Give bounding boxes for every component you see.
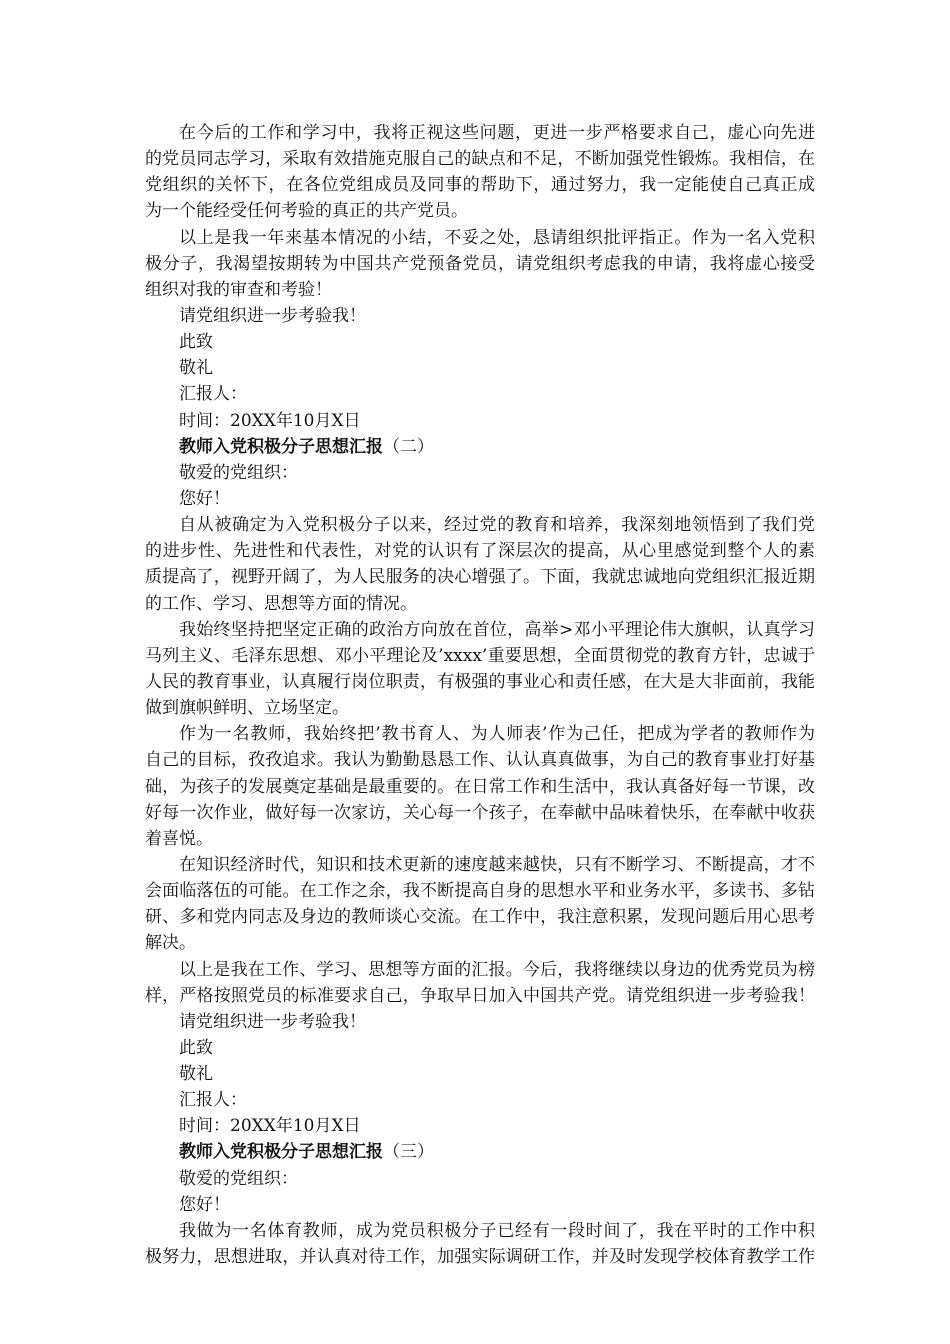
text-line: 自己的目标，孜孜追求。我认为勤勤恳恳工作、认认真真做事，为自己的教育事业打好基 — [145, 750, 815, 771]
text-line: 时间：20XX年10月X日 — [179, 1116, 361, 1137]
text-line: 请党组织进一步考验我！ — [179, 1011, 366, 1032]
text-line: 时间：20XX年10月X日 — [179, 410, 361, 431]
text-line: 汇报人： — [179, 1090, 247, 1111]
document-body — [145, 120, 815, 1270]
text-line: 敬爱的党组织： — [179, 1168, 298, 1189]
text-line: 请党组织进一步考验我！ — [179, 305, 366, 326]
text-line: 我做为一名体育教师，成为党员积极分子已经有一段时间了，我在平时的工作中积 — [179, 1220, 815, 1241]
text-line: 以上是我一年来基本情况的小结，不妥之处，恳请组织批评指正。作为一名入党积 — [179, 227, 815, 248]
section-heading-title: 教师入党积极分子思想汇报 — [179, 1142, 383, 1163]
text-line: 着喜悦。 — [145, 828, 213, 849]
text-line: 做到旗帜鲜明、立场坚定。 — [145, 698, 349, 719]
text-line: 您好！ — [179, 488, 230, 509]
text-line: 马列主义、毛泽东思想、邓小平理论及’xxxx’重要思想，全面贯彻党的教育方针，忠诚于 — [145, 645, 815, 666]
section-heading-number: （三） — [383, 1142, 434, 1163]
text-line: 础，为孩子的发展奠定基础是最重要的。在日常工作和生活中，我认真备好每一节课，改 — [145, 776, 815, 797]
text-line: 研、多和党内同志及身边的教师谈心交流。在工作中，我注意积累，发现问题后用心思考 — [145, 907, 815, 928]
text-line: 组织对我的审查和考验！ — [145, 279, 332, 300]
text-line: 会面临落伍的可能。在工作之余，我不断提高自身的思想水平和业务水平，多读书、多钻 — [145, 881, 815, 902]
text-line: 我始终坚持把坚定正确的政治方向放在首位，高举>邓小平理论伟大旗帜，认真学习 — [179, 619, 815, 640]
section-heading — [145, 434, 815, 460]
text-line: 自从被确定为入党积极分子以来，经过党的教育和培养，我深刻地领悟到了我们党 — [179, 515, 815, 536]
text-line: 党组织的关怀下，在各位党组成员及同事的帮助下，通过努力，我一定能使自己真正成 — [145, 175, 815, 196]
text-line: 解决。 — [145, 933, 196, 954]
text-line: 以上是我在工作、学习、思想等方面的汇报。今后，我将继续以身边的优秀党员为榜 — [179, 959, 815, 980]
text-line: 质提高了，视野开阔了，为人民服务的决心增强了。下面，我就忠诚地向党组织汇报近期 — [145, 567, 815, 588]
text-line: 此致 — [179, 1037, 213, 1058]
text-line: 好每一次作业，做好每一次家访，关心每一个孩子，在奉献中品味着快乐，在奉献中收获 — [145, 802, 815, 823]
text-line: 极分子，我渴望按期转为中国共产党预备党员，请党组织考虑我的申请，我将虚心接受 — [145, 253, 815, 274]
text-line: 此致 — [179, 332, 213, 353]
text-line: 在知识经济时代，知识和技术更新的速度越来越快，只有不断学习、不断提高，才不 — [179, 854, 815, 875]
text-line: 敬礼 — [179, 1064, 213, 1085]
section-heading-title: 教师入党积极分子思想汇报 — [179, 436, 383, 457]
text-line: 极努力，思想进取，并认真对待工作，加强实际调研工作，并及时发现学校体育教学工作 — [145, 1247, 815, 1268]
text-line: 敬礼 — [179, 358, 213, 379]
text-line: 人民的教育事业，认真履行岗位职责，有极强的事业心和责任感，在大是大非面前，我能 — [145, 671, 815, 692]
text-line: 的党员同志学习，采取有效措施克服自己的缺点和不足，不断加强党性锻炼。我相信，在 — [145, 149, 815, 170]
text-line: 作为一名教师，我始终把’教书育人、为人师表’作为己任，把成为学者的教师作为 — [179, 724, 815, 745]
text-line: 的进步性、先进性和代表性，对党的认识有了深层次的提高，从心里感觉到整个人的素 — [145, 541, 815, 562]
text-line: 您好！ — [179, 1194, 230, 1215]
text-line: 汇报人： — [179, 384, 247, 405]
text-line: 样，严格按照党员的标准要求自己，争取早日加入中国共产党。请党组织进一步考验我！ — [145, 985, 815, 1006]
text-line: 敬爱的党组织： — [179, 462, 298, 483]
text-line: 的工作、学习、思想等方面的情况。 — [145, 593, 417, 614]
section-heading — [145, 1139, 815, 1165]
text-line: 为一个能经受任何考验的真正的共产党员。 — [145, 201, 468, 222]
section-heading-number: （二） — [383, 436, 434, 457]
text-line: 在今后的工作和学习中，我将正视这些问题，更进一步严格要求自己，虚心向先进 — [179, 123, 815, 143]
